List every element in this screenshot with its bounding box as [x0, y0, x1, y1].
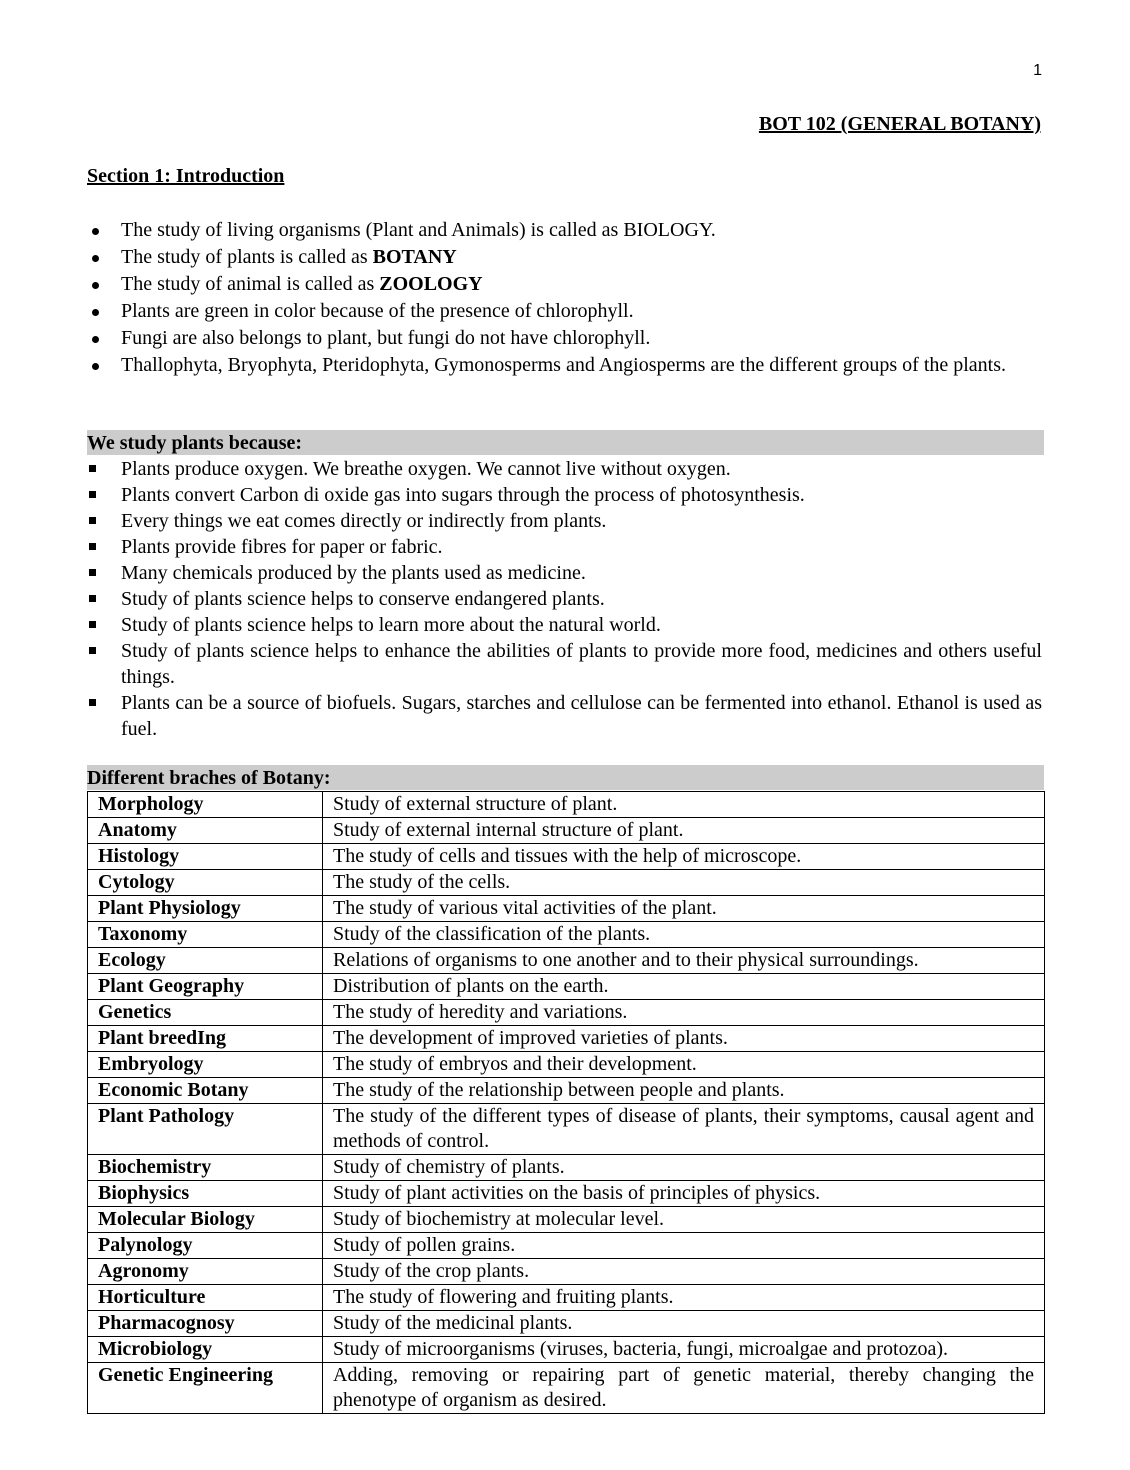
- square-bullet-icon: [89, 543, 96, 550]
- branch-description: The study of flowering and fruiting plants.: [323, 1285, 1045, 1311]
- list-item: Many chemicals produced by the plants used as medicine.: [87, 560, 1042, 586]
- page-number: 1: [1033, 62, 1042, 79]
- branch-term: Plant Physiology: [88, 896, 323, 922]
- bullet-dot-icon: [92, 282, 99, 289]
- table-row: [88, 974, 1045, 1000]
- branch-description: Distribution of plants on the earth.: [323, 974, 1045, 1000]
- table-row: [88, 1052, 1045, 1078]
- table-row: [88, 1233, 1045, 1259]
- reasons-heading: We study plants because:: [87, 430, 1044, 455]
- square-bullet-icon: [89, 569, 96, 576]
- table-row: [88, 792, 1045, 818]
- branch-term: Pharmacognosy: [88, 1311, 323, 1337]
- branch-term: Plant breedIng: [88, 1026, 323, 1052]
- list-item: The study of living organisms (Plant and Animals) is called as BIOLOGY.: [87, 217, 1042, 243]
- branch-term: Ecology: [88, 948, 323, 974]
- intro-bullet-list: [87, 217, 1042, 379]
- section-title: Section 1: Introduction: [87, 165, 285, 187]
- branch-term: Morphology: [88, 792, 323, 818]
- table-row: [88, 948, 1045, 974]
- list-item: Study of plants science helps to learn more about the natural world.: [87, 612, 1042, 638]
- branch-description: Study of microorganisms (viruses, bacteria, fungi, microalgae and protozoa).: [323, 1337, 1045, 1363]
- list-item: Plants convert Carbon di oxide gas into sugars through the process of photosynthesis.: [87, 482, 1042, 508]
- branch-term: Horticulture: [88, 1285, 323, 1311]
- branches-heading: Different braches of Botany:: [87, 765, 1044, 790]
- square-bullet-icon: [89, 621, 96, 628]
- square-bullet-icon: [89, 699, 96, 706]
- square-bullet-icon: [89, 647, 96, 654]
- branch-description: The study of heredity and variations.: [323, 1000, 1045, 1026]
- branch-description: Study of biochemistry at molecular level.: [323, 1207, 1045, 1233]
- table-row: [88, 1363, 1045, 1414]
- list-item: Study of plants science helps to conserve endangered plants.: [87, 586, 1042, 612]
- list-item: Plants are green in color because of the presence of chlorophyll.: [87, 298, 1042, 324]
- branch-term: Genetics: [88, 1000, 323, 1026]
- list-item: Every things we eat comes directly or indirectly from plants.: [87, 508, 1042, 534]
- branch-description: Study of plant activities on the basis of principles of physics.: [323, 1181, 1045, 1207]
- table-row: [88, 1285, 1045, 1311]
- branch-description: Study of external structure of plant.: [323, 792, 1045, 818]
- table-row: [88, 922, 1045, 948]
- branch-description: The study of the cells.: [323, 870, 1045, 896]
- list-item: Plants provide fibres for paper or fabric.: [87, 534, 1042, 560]
- list-item: Study of plants science helps to enhance the abilities of plants to provide more food, medicines and others useful things.: [87, 638, 1042, 690]
- branch-description: The study of the relationship between people and plants.: [323, 1078, 1045, 1104]
- branch-term: Palynology: [88, 1233, 323, 1259]
- branch-description: Relations of organisms to one another and to their physical surroundings.: [323, 948, 1045, 974]
- branch-description: Study of the classification of the plants.: [323, 922, 1045, 948]
- table-row: [88, 1207, 1045, 1233]
- branch-description: Study of the medicinal plants.: [323, 1311, 1045, 1337]
- branch-description: The development of improved varieties of plants.: [323, 1026, 1045, 1052]
- branch-description: The study of the different types of disease of plants, their symptoms, causal agent and methods of control.: [323, 1104, 1045, 1155]
- branch-description: Study of chemistry of plants.: [323, 1155, 1045, 1181]
- list-item: Fungi are also belongs to plant, but fungi do not have chlorophyll.: [87, 325, 1042, 351]
- course-title: BOT 102 (GENERAL BOTANY): [758, 113, 1041, 135]
- branch-term: Biophysics: [88, 1181, 323, 1207]
- branch-term: Embryology: [88, 1052, 323, 1078]
- branch-term: Biochemistry: [88, 1155, 323, 1181]
- table-row: [88, 1181, 1045, 1207]
- bullet-dot-icon: [92, 309, 99, 316]
- table-row: [88, 1311, 1045, 1337]
- table-row: [88, 1155, 1045, 1181]
- square-bullet-icon: [89, 491, 96, 498]
- branch-description: The study of cells and tissues with the help of microscope.: [323, 844, 1045, 870]
- bullet-dot-icon: [92, 228, 99, 235]
- table-row: [88, 896, 1045, 922]
- branch-description: The study of various vital activities of the plant.: [323, 896, 1045, 922]
- bullet-dot-icon: [92, 255, 99, 262]
- table-row: [88, 818, 1045, 844]
- table-row: [88, 844, 1045, 870]
- bullet-dot-icon: [92, 336, 99, 343]
- table-row: [88, 1337, 1045, 1363]
- branch-term: Plant Pathology: [88, 1104, 323, 1155]
- list-item: The study of animal is called as ZOOLOGY: [87, 271, 1042, 297]
- branch-description: The study of embryos and their development.: [323, 1052, 1045, 1078]
- branch-description: Study of pollen grains.: [323, 1233, 1045, 1259]
- table-row: [88, 870, 1045, 896]
- table-row: [88, 1104, 1045, 1155]
- branch-term: Agronomy: [88, 1259, 323, 1285]
- branch-description: Study of the crop plants.: [323, 1259, 1045, 1285]
- branch-term: Molecular Biology: [88, 1207, 323, 1233]
- table-row: [88, 1026, 1045, 1052]
- reasons-bullet-list: [87, 456, 1042, 742]
- list-item: Plants produce oxygen. We breathe oxygen. We cannot live without oxygen.: [87, 456, 1042, 482]
- branch-term: Anatomy: [88, 818, 323, 844]
- bullet-dot-icon: [92, 363, 99, 370]
- branch-term: Cytology: [88, 870, 323, 896]
- branch-term: Microbiology: [88, 1337, 323, 1363]
- table-row: [88, 1259, 1045, 1285]
- list-item: Thallophyta, Bryophyta, Pteridophyta, Gymonosperms and Angiosperms are the different groups of the plants.: [87, 352, 1042, 378]
- square-bullet-icon: [89, 465, 96, 472]
- list-item: Plants can be a source of biofuels. Sugars, starches and cellulose can be fermented into ethanol. Ethanol is used as fuel.: [87, 690, 1042, 742]
- branch-term: Histology: [88, 844, 323, 870]
- square-bullet-icon: [89, 517, 96, 524]
- branch-term: Plant Geography: [88, 974, 323, 1000]
- list-item: The study of plants is called as BOTANY: [87, 244, 1042, 270]
- square-bullet-icon: [89, 595, 96, 602]
- branch-description: Study of external internal structure of plant.: [323, 818, 1045, 844]
- branch-description: Adding, removing or repairing part of genetic material, thereby changing the phenotype of organism as desired.: [323, 1363, 1045, 1414]
- branch-term: Genetic Engineering: [88, 1363, 323, 1414]
- branches-table: [87, 791, 1045, 1414]
- branch-term: Taxonomy: [88, 922, 323, 948]
- table-row: [88, 1078, 1045, 1104]
- branch-term: Economic Botany: [88, 1078, 323, 1104]
- table-row: [88, 1000, 1045, 1026]
